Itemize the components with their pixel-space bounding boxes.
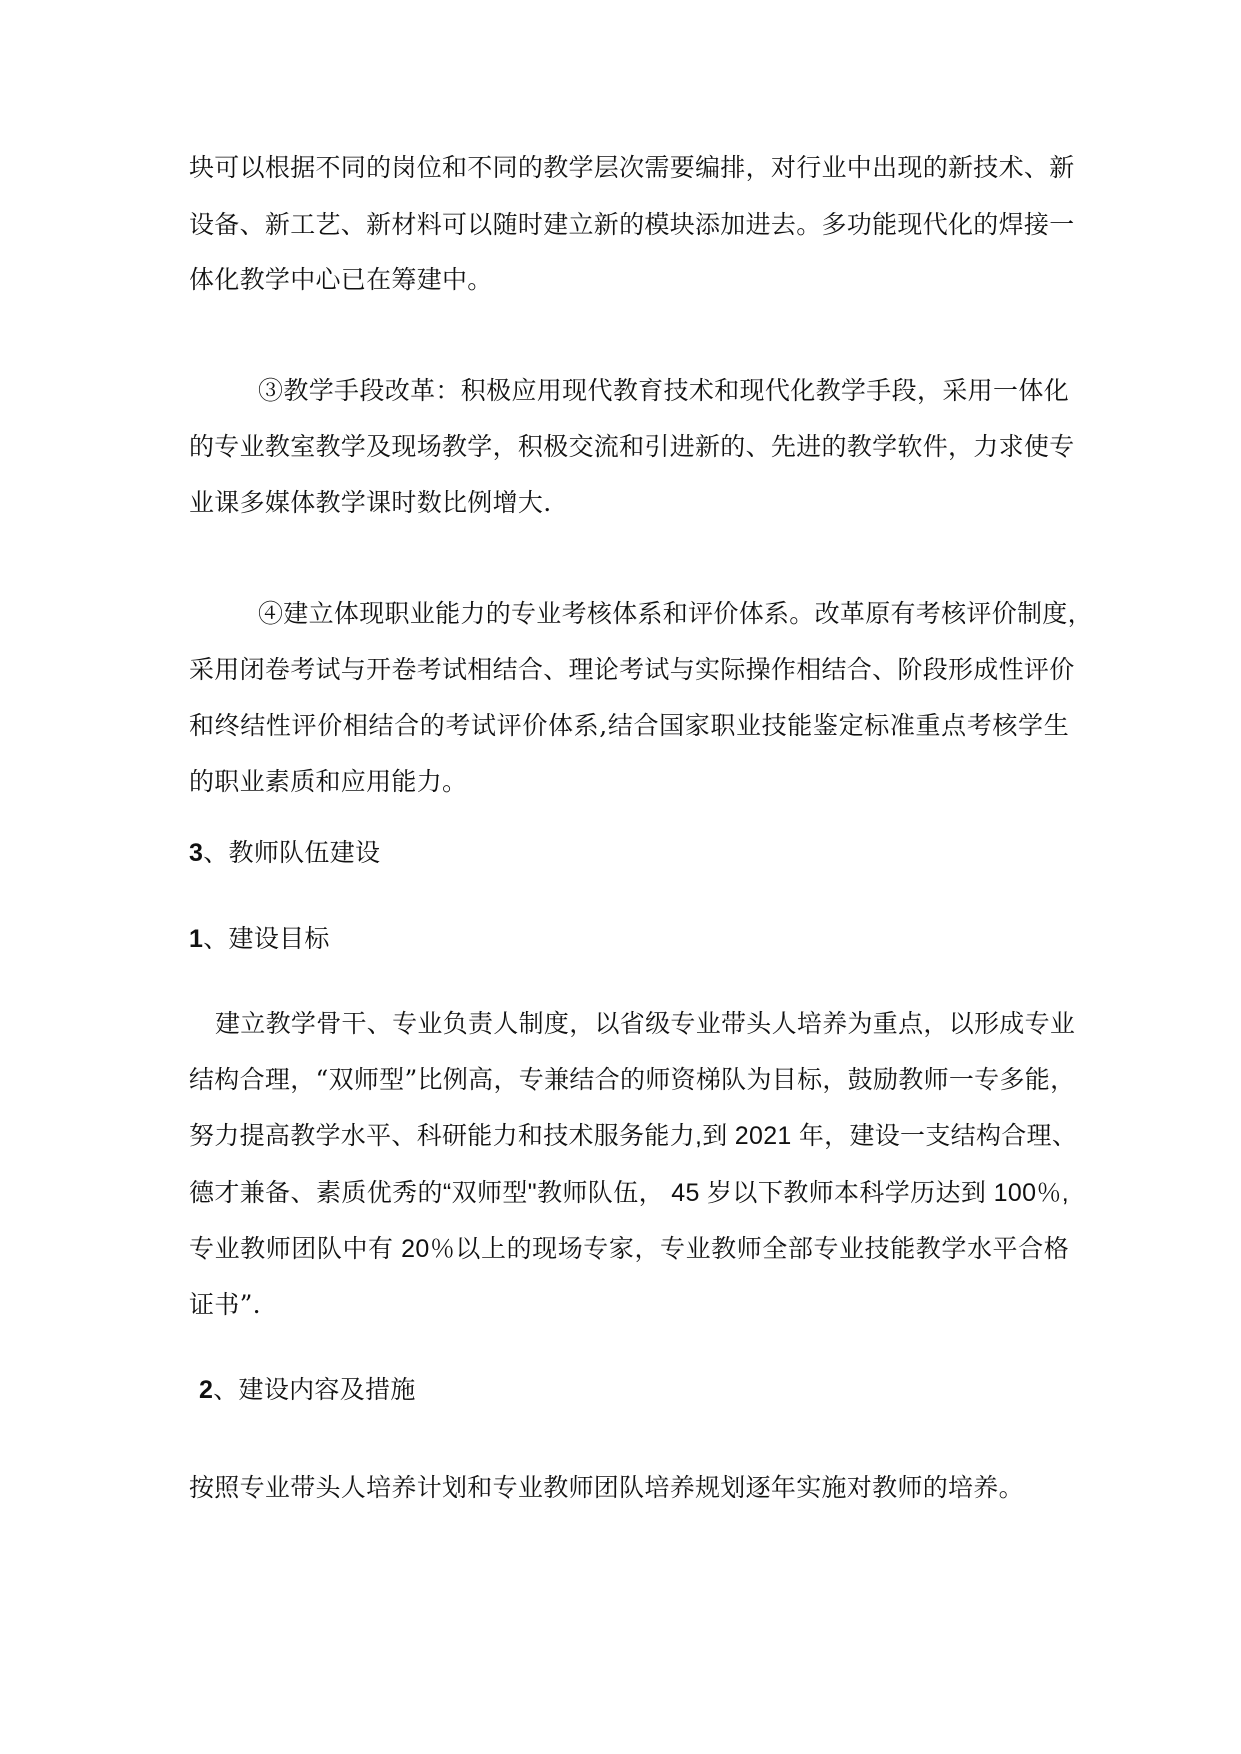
section-heading-number: 1 [189,925,204,953]
paragraph-1-line-3: 体化教学中心已在筹建中。 [189,265,493,294]
section-heading-text: 、建设内容及措施 [213,1375,416,1404]
paragraph-3-line-1: ④建立体现职业能力的专业考核体系和评价体系。改革原有考核评价制度， [258,599,1093,628]
section-heading-measures [199,1375,1079,1405]
paragraph-4-line-1: 建立教学骨干、专业负责人制度，以省级专业带头人培养为重点，以形成专业 [215,1009,1076,1038]
paragraph-4-line-6: 证书”. [189,1290,261,1319]
paragraph-3-line-4: 的职业素质和应用能力。 [189,767,468,796]
section-heading-number: 3 [189,839,204,867]
paragraph-5-line-1: 按照专业带头人培养计划和专业教师团队培养规划逐年实施对教师的培养。 [189,1473,1024,1502]
paragraph-1-line-2: 设备、新工艺、新材料可以随时建立新的模块添加进去。多功能现代化的焊接一 [189,210,1075,239]
section-heading-goals [189,924,1069,954]
section-heading-text: 、教师队伍建设 [203,838,381,867]
paragraph-4-line-4: 德才兼备、素质优秀的“双师型"教师队伍， 45 岁以下教师本科学历达到 100％, [189,1179,1069,1207]
paragraph-2-line-1: ③教学手段改革：积极应用现代教育技术和现代化教学手段，采用一体化 [258,376,1069,405]
section-heading-number: 2 [199,1376,214,1404]
section-heading-teacher-team [189,838,1069,868]
paragraph-3-line-2: 采用闭卷考试与开卷考试相结合、理论考试与实际操作相结合、阶段形成性评价 [189,655,1075,684]
paragraph-4-line-3: 努力提高教学水平、科研能力和技术服务能力,到 2021 年，建设一支结构合理、 [189,1122,1078,1150]
paragraph-2-line-3: 业课多媒体教学课时数比例增大. [189,488,552,517]
section-heading-text: 、建设目标 [203,924,330,953]
paragraph-3-line-3: 和终结性评价相结合的考试评价体系,结合国家职业技能鉴定标准重点考核学生 [189,711,1069,740]
paragraph-4-line-2: 结构合理，“双师型”比例高，专兼结合的师资梯队为目标，鼓励教师一专多能， [189,1065,1076,1094]
paragraph-1-line-1: 块可以根据不同的岗位和不同的教学层次需要编排，对行业中出现的新技术、新 [189,153,1075,182]
paragraph-4-line-5: 专业教师团队中有 20％以上的现场专家，专业教师全部专业技能教学水平合格 [189,1235,1069,1263]
paragraph-2-line-2: 的专业教室教学及现场教学，积极交流和引进新的、先进的教学软件，力求使专 [189,432,1075,461]
